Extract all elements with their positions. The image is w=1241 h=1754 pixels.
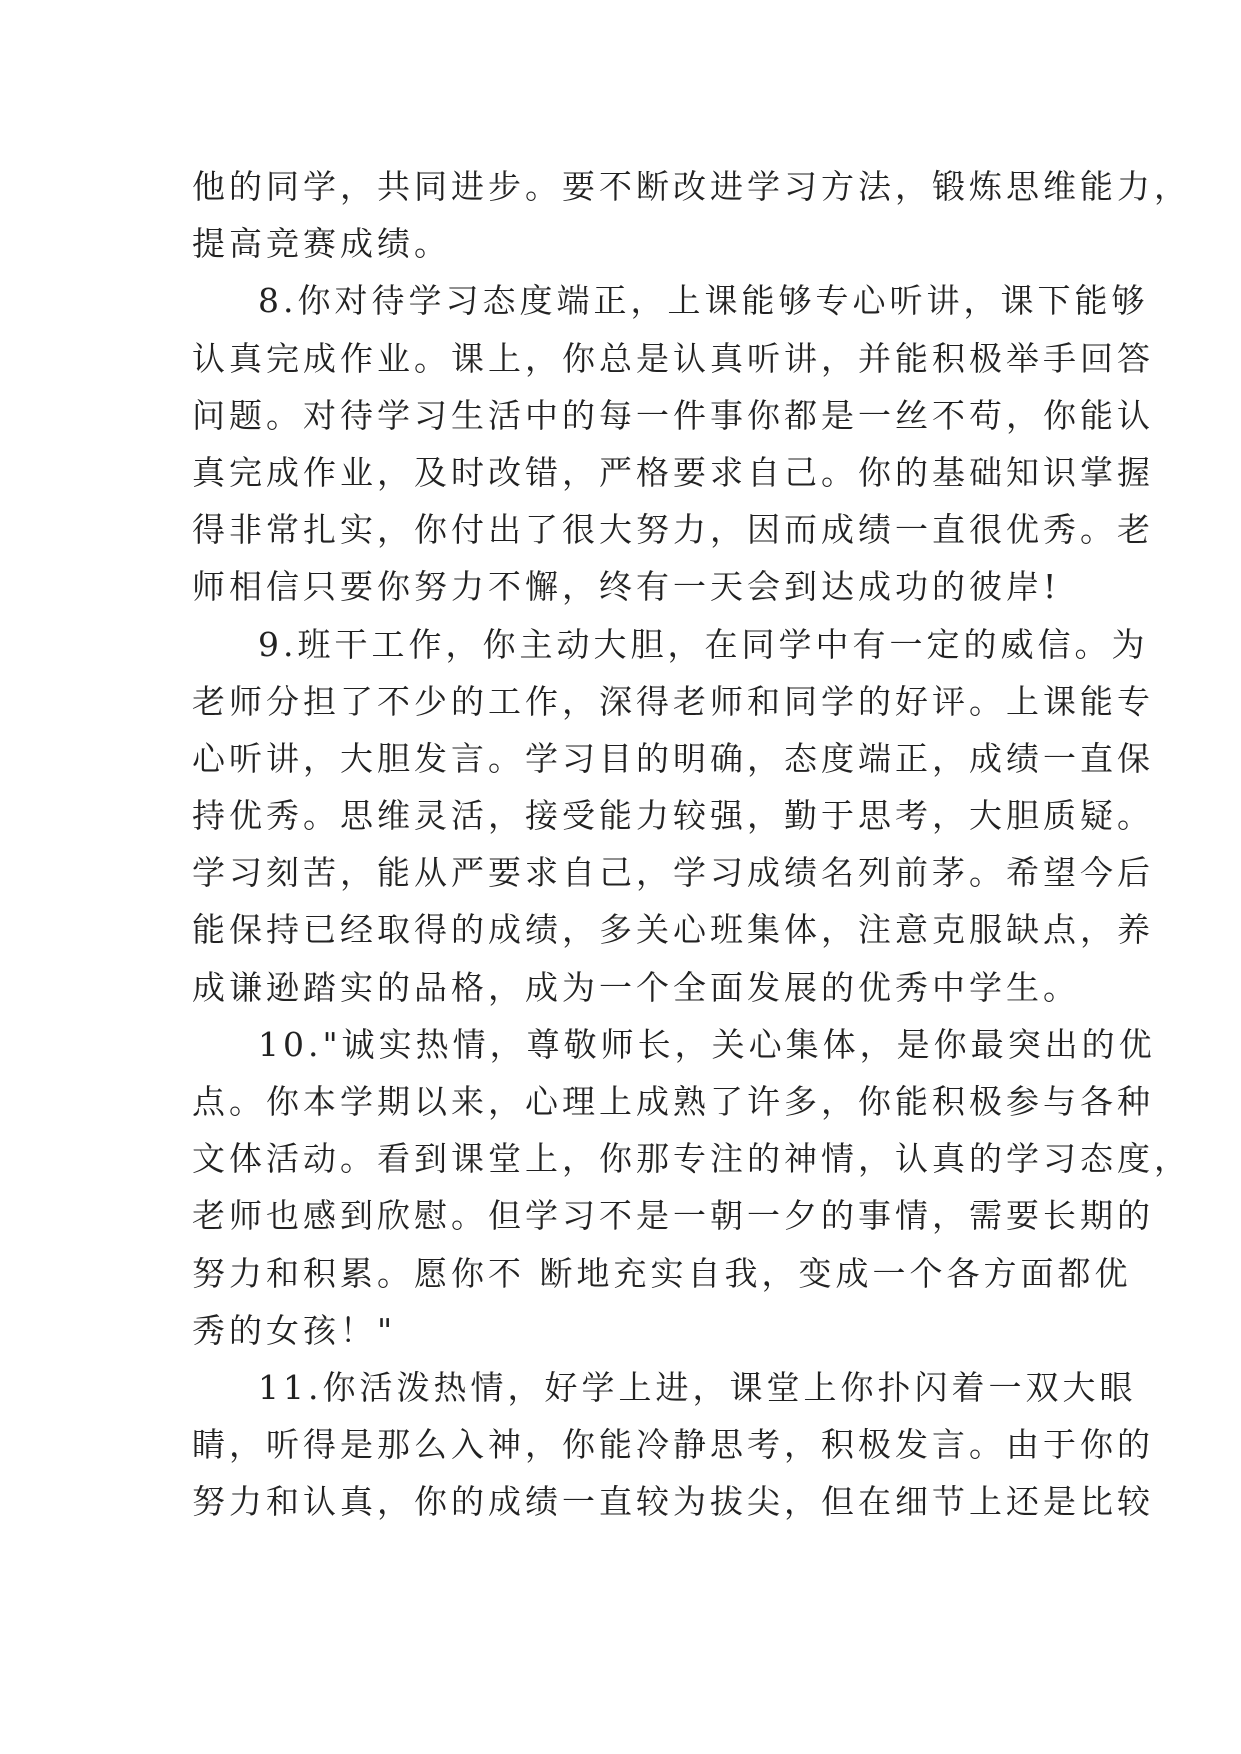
text-line: 师相信只要你努力不懈，终有一天会到达成功的彼岸! <box>192 567 1061 607</box>
text-line: 得非常扎实，你付出了很大努力，因而成绩一直很优秀。老 <box>192 510 1154 550</box>
text-line: 点。你本学期以来，心理上成熟了许多，你能积极参与各种 <box>192 1082 1154 1121</box>
text-line: 老师也感到欣慰。但学习不是一朝一夕的事情，需要长期的 <box>192 1196 1154 1236</box>
text-line: 他的同学，共同进步。要不断改进学习方法，锻炼思维能力， <box>192 167 1191 206</box>
paragraph-8-start: 8.你对待学习态度端正，上课能够专心听讲，课下能够 <box>258 281 1149 321</box>
paragraph-11-start: 11.你活泼热情，好学上进，课堂上你扑闪着一双大眼 <box>258 1367 1137 1407</box>
text-line: 成谦逊踏实的品格，成为一个全面发展的优秀中学生。 <box>192 967 1080 1007</box>
text-line: 真完成作业，及时改错，严格要求自己。你的基础知识掌握 <box>192 452 1154 492</box>
text-line: 持优秀。思维灵活，接受能力较强，勤于思考，大胆质疑。 <box>192 796 1154 836</box>
text-line: 秀的女孩！" <box>192 1310 397 1350</box>
text-line: 努力和认真，你的成绩一直较为拔尖，但在细节上还是比较 <box>192 1482 1154 1522</box>
text-line: 心听讲，大胆发言。学习目的明确，态度端正，成绩一直保 <box>192 738 1154 778</box>
paragraph-10-start: 10."诚实热情，尊敬师长，关心集体，是你最突出的优 <box>258 1024 1156 1064</box>
text-line: 文体活动。看到课堂上，你那专注的神情，认真的学习态度， <box>192 1139 1191 1179</box>
text-line: 认真完成作业。课上，你总是认真听讲，并能积极举手回答 <box>192 338 1154 378</box>
document-body <box>192 158 1191 1531</box>
text-line: 老师分担了不少的工作，深得老师和同学的好评。上课能专 <box>192 681 1154 721</box>
text-line: 睛，听得是那么入神，你能冷静思考，积极发言。由于你的 <box>192 1425 1154 1465</box>
text-line: 努力和积累。愿你不 断地充实自我，变成一个各方面都优 <box>192 1253 1132 1293</box>
paragraph-9-start: 9.班干工作，你主动大胆，在同学中有一定的威信。为 <box>258 624 1149 664</box>
text-line: 问题。对待学习生活中的每一件事你都是一丝不苟，你能认 <box>192 395 1154 435</box>
text-line: 提高竞赛成绩。 <box>192 224 451 264</box>
text-line: 学习刻苦，能从严要求自己，学习成绩名列前茅。希望今后 <box>192 853 1154 893</box>
text-line: 能保持已经取得的成绩，多关心班集体，注意克服缺点，养 <box>192 910 1154 950</box>
